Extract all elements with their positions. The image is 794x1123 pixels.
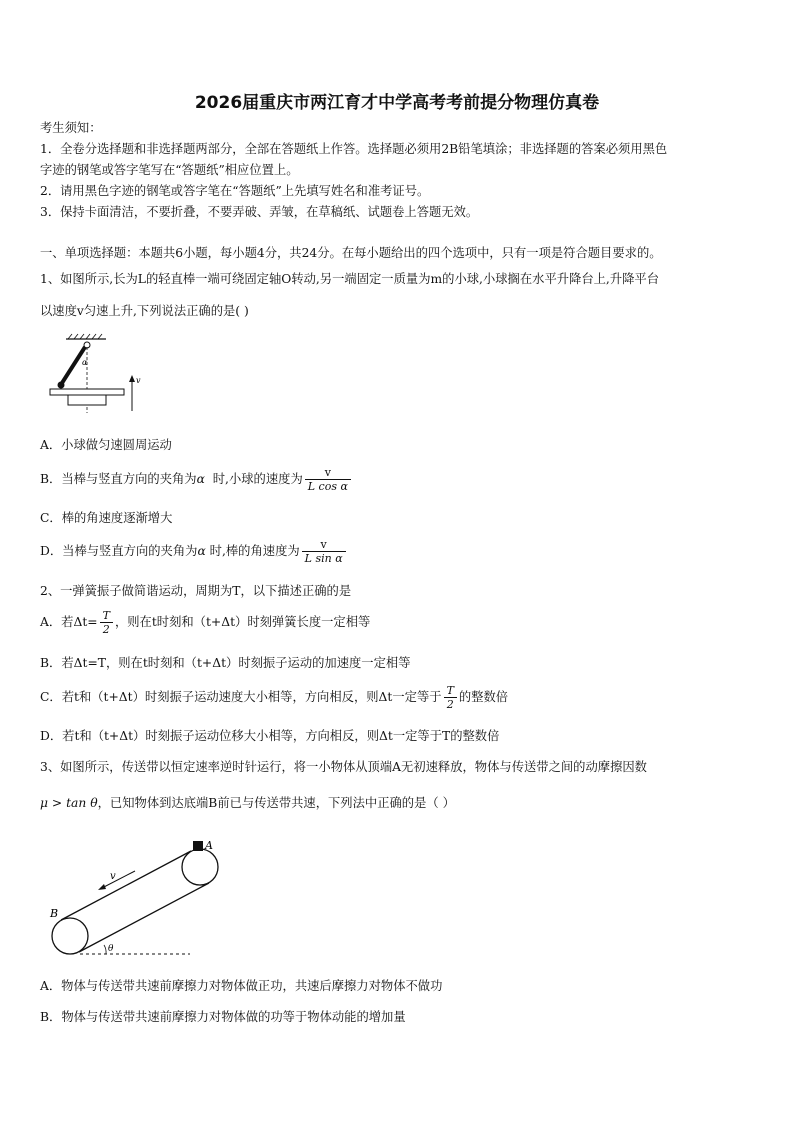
- q2-option-a: A．若Δt= $\frac{T}{2}$ ，则在t时刻和（t+Δt）时刻弹簧长度一定相等: [40, 609, 371, 636]
- platform-base: [68, 395, 106, 405]
- notice-item-1-line-1: 1．全卷分选择题和非选择题两部分，全部在答题纸上作答。选择题必须用2B铅笔填涂；非选择题的答案必须用黑色: [40, 142, 668, 156]
- q2-stem: 2、一弹簧振子做简谐运动，周期为T，以下描述正确的是: [40, 584, 352, 598]
- q1-stem-line-1: 1、如图所示,长为L的轻直棒一端可绕固定轴O转动,另一端固定一质量为m的小球,小球搁在水平升降台上,升降平台: [40, 272, 660, 286]
- notice-item-1-line-2: 字迹的钢笔或答字笔写在“答题纸”相应位置上。: [40, 163, 299, 177]
- q3-stem-line-2: μ > tan θ，已知物体到达底端B前已与传送带共速，下列法中正确的是（ ）: [40, 796, 455, 810]
- label-v: v: [110, 871, 116, 882]
- q1-option-d: D．当棒与竖直方向的夹角为α 时,棒的角速度为 $\frac{v}{\text{L sin α}}$: [40, 538, 348, 565]
- ball: [58, 382, 65, 389]
- velocity-label: v: [136, 376, 141, 385]
- q1-stem-line-2: 以速度v匀速上升,下列说法正确的是( ): [40, 304, 249, 318]
- q2-option-b: B．若Δt=T，则在t时刻和（t+Δt）时刻振子运动的加速度一定相等: [40, 656, 411, 670]
- q1-option-c: C．棒的角速度逐渐增大: [40, 511, 173, 525]
- label-b: B: [50, 907, 59, 920]
- q1-option-b: B．当棒与竖直方向的夹角为α 时,小球的速度为 $\frac{v}{\text{L cos α}}$: [40, 466, 353, 493]
- notice-item-2: 2．请用黑色字迹的钢笔或答字笔在“答题纸”上先填写姓名和准考证号。: [40, 184, 430, 198]
- q1-option-a: A．小球做匀速圆周运动: [40, 438, 172, 452]
- q2-option-d: D．若t和（t+Δt）时刻振子运动位移大小相等，方向相反，则Δt一定等于T的整数倍: [40, 729, 500, 743]
- belt-upper: [61, 851, 191, 920]
- friction-condition: μ > tan θ: [40, 796, 98, 810]
- platform-top: [50, 389, 124, 395]
- ceiling-hatch: [66, 334, 106, 339]
- section-heading: 一、单项选择题：本题共6小题，每小题4分，共24分。在每小题给出的四个选项中，只有一项是符合题目要求的。: [40, 246, 662, 260]
- bottom-pulley: [52, 918, 88, 954]
- label-theta: θ: [108, 944, 114, 954]
- q2-option-c: C．若t和（t+Δt）时刻振子运动速度大小相等，方向相反，则Δt一定等于 $\frac{T}{2}$ 的整数倍: [40, 684, 509, 711]
- q3-option-b: B．物体与传送带共速前摩擦力对物体做的功等于物体动能的增加量: [40, 1010, 406, 1024]
- page-title: 2026届重庆市两江育才中学高考考前提分物理仿真卷: [194, 93, 600, 113]
- top-pulley: [182, 849, 218, 885]
- notice-item-3: 3．保持卡面清洁，不要折叠，不要弄破、弄皱，在草稿纸、试题卷上答题无效。: [40, 205, 479, 219]
- q1-rod-platform-figure: [40, 333, 160, 418]
- q3-conveyor-figure: [40, 833, 240, 965]
- belt-lower: [79, 883, 209, 952]
- belt-velocity-arrow: [102, 871, 135, 888]
- object-block: [193, 841, 203, 851]
- q3-stem-line-1: 3、如图所示，传送带以恒定速率逆时针运行，将一小物体从顶端A无初速释放，物体与传送带之间的动摩擦因数: [40, 760, 647, 774]
- alpha-label: α: [82, 358, 88, 367]
- notice-heading: 考生须知：: [40, 121, 102, 135]
- q3-option-a: A．物体与传送带共速前摩擦力对物体做正功，共速后摩擦力对物体不做功: [40, 979, 443, 993]
- label-a: A: [205, 839, 213, 852]
